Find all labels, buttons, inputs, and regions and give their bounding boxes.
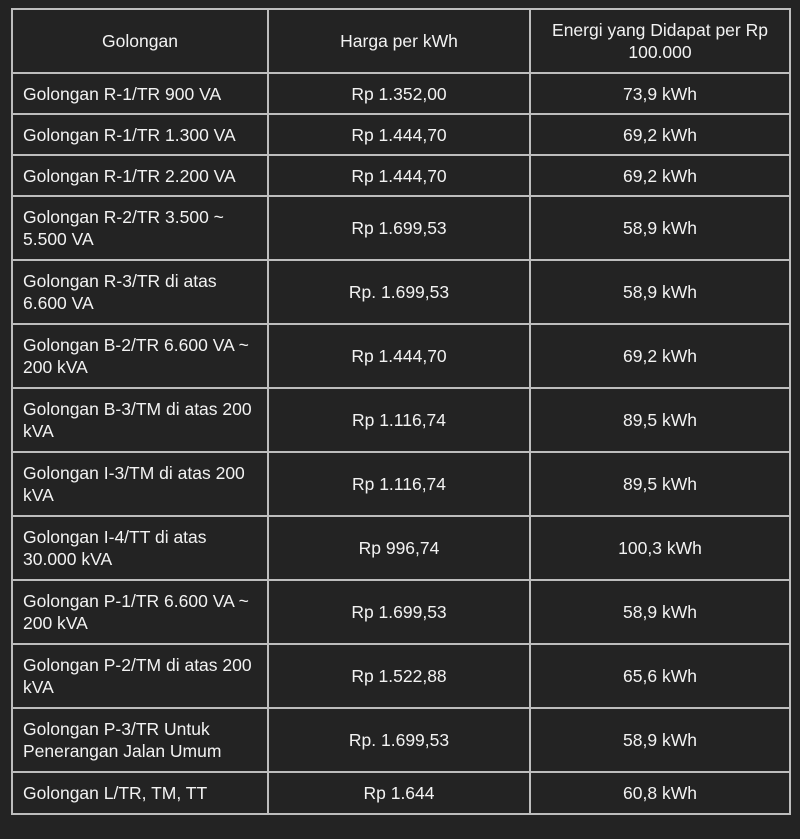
cell-harga: Rp 1.444,70 (268, 155, 530, 196)
cell-energi: 58,9 kWh (530, 708, 790, 772)
cell-energi: 73,9 kWh (530, 73, 790, 114)
cell-energi: 65,6 kWh (530, 644, 790, 708)
header-harga: Harga per kWh (268, 9, 530, 73)
cell-energi: 69,2 kWh (530, 324, 790, 388)
cell-golongan: Golongan R-1/TR 1.300 VA (12, 114, 268, 155)
cell-golongan: Golongan P-1/TR 6.600 VA ~ 200 kVA (12, 580, 268, 644)
cell-golongan: Golongan P-3/TR Untuk Penerangan Jalan Umum (12, 708, 268, 772)
cell-energi: 69,2 kWh (530, 155, 790, 196)
cell-harga: Rp 1.699,53 (268, 580, 530, 644)
cell-harga: Rp. 1.699,53 (268, 708, 530, 772)
cell-harga: Rp 1.352,00 (268, 73, 530, 114)
cell-energi: 100,3 kWh (530, 516, 790, 580)
cell-energi: 69,2 kWh (530, 114, 790, 155)
cell-harga: Rp 1.444,70 (268, 114, 530, 155)
cell-energi: 60,8 kWh (530, 772, 790, 814)
cell-energi: 89,5 kWh (530, 388, 790, 452)
table-row (12, 772, 790, 814)
cell-golongan: Golongan L/TR, TM, TT (12, 772, 268, 814)
cell-energi: 58,9 kWh (530, 260, 790, 324)
cell-golongan: Golongan I-4/TT di atas 30.000 kVA (12, 516, 268, 580)
cell-golongan: Golongan R-1/TR 900 VA (12, 73, 268, 114)
cell-energi: 89,5 kWh (530, 452, 790, 516)
table-row (12, 644, 790, 708)
cell-harga: Rp 1.699,53 (268, 196, 530, 260)
table-row (12, 388, 790, 452)
tariff-table-container (11, 8, 789, 815)
cell-harga: Rp 1.644 (268, 772, 530, 814)
cell-harga: Rp 996,74 (268, 516, 530, 580)
cell-harga: Rp 1.116,74 (268, 388, 530, 452)
cell-energi: 58,9 kWh (530, 580, 790, 644)
table-row (12, 260, 790, 324)
table-row (12, 580, 790, 644)
table-row (12, 516, 790, 580)
cell-harga: Rp 1.116,74 (268, 452, 530, 516)
cell-harga: Rp. 1.699,53 (268, 260, 530, 324)
cell-harga: Rp 1.444,70 (268, 324, 530, 388)
table-row (12, 452, 790, 516)
cell-harga: Rp 1.522,88 (268, 644, 530, 708)
cell-golongan: Golongan R-1/TR 2.200 VA (12, 155, 268, 196)
tariff-table (11, 8, 791, 815)
cell-golongan: Golongan B-2/TR 6.600 VA ~ 200 kVA (12, 324, 268, 388)
table-row (12, 196, 790, 260)
cell-golongan: Golongan R-2/TR 3.500 ~ 5.500 VA (12, 196, 268, 260)
cell-golongan: Golongan B-3/TM di atas 200 kVA (12, 388, 268, 452)
table-row (12, 708, 790, 772)
cell-energi: 58,9 kWh (530, 196, 790, 260)
table-row (12, 114, 790, 155)
cell-golongan: Golongan I-3/TM di atas 200 kVA (12, 452, 268, 516)
cell-golongan: Golongan P-2/TM di atas 200 kVA (12, 644, 268, 708)
cell-golongan: Golongan R-3/TR di atas 6.600 VA (12, 260, 268, 324)
table-header-row (12, 9, 790, 73)
header-energi: Energi yang Didapat per Rp 100.000 (530, 9, 790, 73)
table-row (12, 324, 790, 388)
table-row (12, 73, 790, 114)
header-golongan: Golongan (12, 9, 268, 73)
table-row (12, 155, 790, 196)
